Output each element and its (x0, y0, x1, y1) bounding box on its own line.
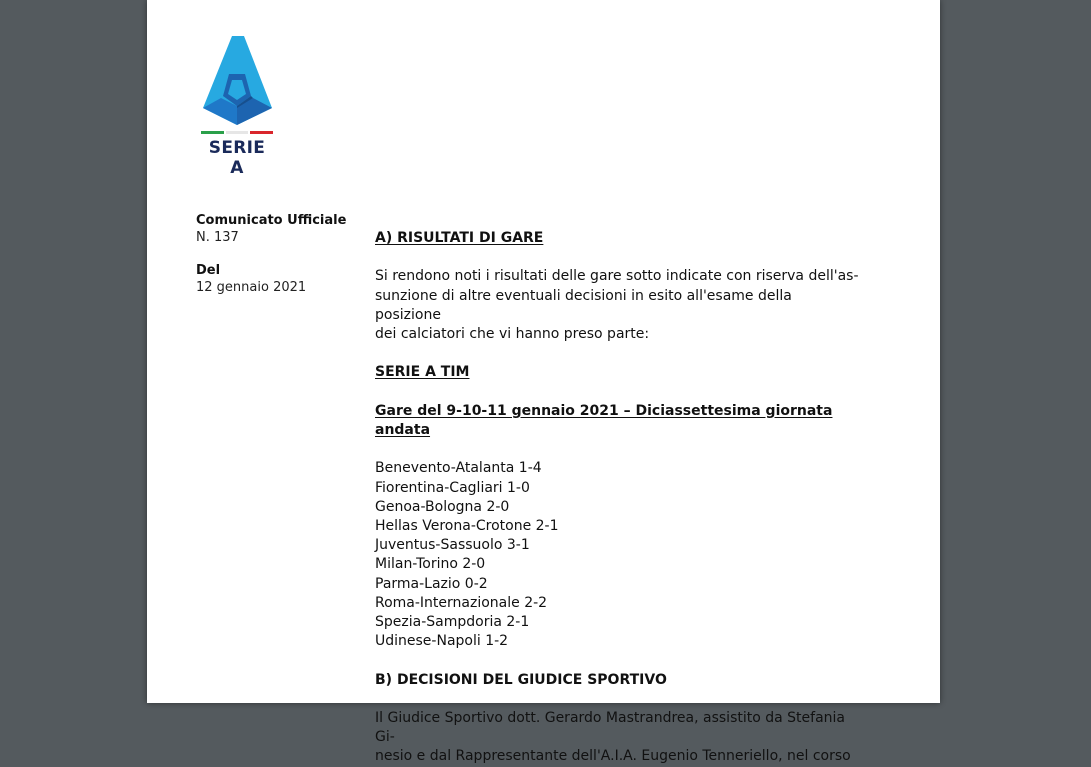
section-b-line: nesio e dal Rappresentante dell'A.I.A. Eugenio Tenneriello, nel corso (375, 748, 851, 765)
section-a-intro (375, 267, 859, 344)
document-meta (196, 212, 366, 296)
date-value: 12 gennaio 2021 (196, 280, 307, 295)
document-page (147, 0, 940, 765)
section-b-text (375, 709, 859, 767)
league-title: SERIE A TIM (375, 364, 470, 381)
section-b-title: B) DECISIONI DEL GIUDICE SPORTIVO (375, 671, 667, 688)
result-item: Roma-Internazionale 2-2 (375, 594, 548, 611)
document-body (375, 229, 859, 767)
round-title: Gare del 9-10-11 gennaio 2021 – Diciassettesima giornata andata (375, 402, 833, 438)
results-list (375, 459, 859, 651)
result-item: Spezia-Sampdoria 2-1 (375, 614, 530, 630)
serie-a-logo (199, 36, 275, 178)
serie-a-logo-icon (199, 36, 275, 136)
section-a-title (375, 229, 859, 248)
intro-line: Si rendono noti i risultati delle gare sotto indicate con riserva dell'as- (375, 268, 859, 285)
result-item: Genoa-Bologna 2-0 (375, 498, 510, 515)
result-item: Udinese-Napoli 1-2 (375, 633, 509, 650)
date-label: Del (196, 263, 221, 278)
result-item: Hellas Verona-Crotone 2-1 (375, 517, 559, 534)
result-item: Fiorentina-Cagliari 1-0 (375, 479, 530, 496)
section-b-line: Il Giudice Sportivo dott. Gerardo Mastrandrea, assistito da Stefania Gi- (375, 709, 845, 746)
result-item: Benevento-Atalanta 1-4 (375, 460, 542, 477)
comunicato-number: N. 137 (196, 230, 239, 245)
logo-text: SERIE A (208, 138, 266, 178)
result-item: Milan-Torino 2-0 (375, 556, 486, 573)
result-item: Juventus-Sassuolo 3-1 (375, 537, 530, 554)
intro-line: dei calciatori che vi hanno preso parte: (375, 326, 650, 342)
comunicato-label: Comunicato Ufficiale (196, 213, 347, 228)
result-item: Parma-Lazio 0-2 (375, 575, 488, 592)
section-a-title-text: A) RISULTATI DI GARE (375, 230, 544, 246)
intro-line: sunzione di altre eventuali decisioni in esito all'esame della posizione (375, 287, 792, 323)
